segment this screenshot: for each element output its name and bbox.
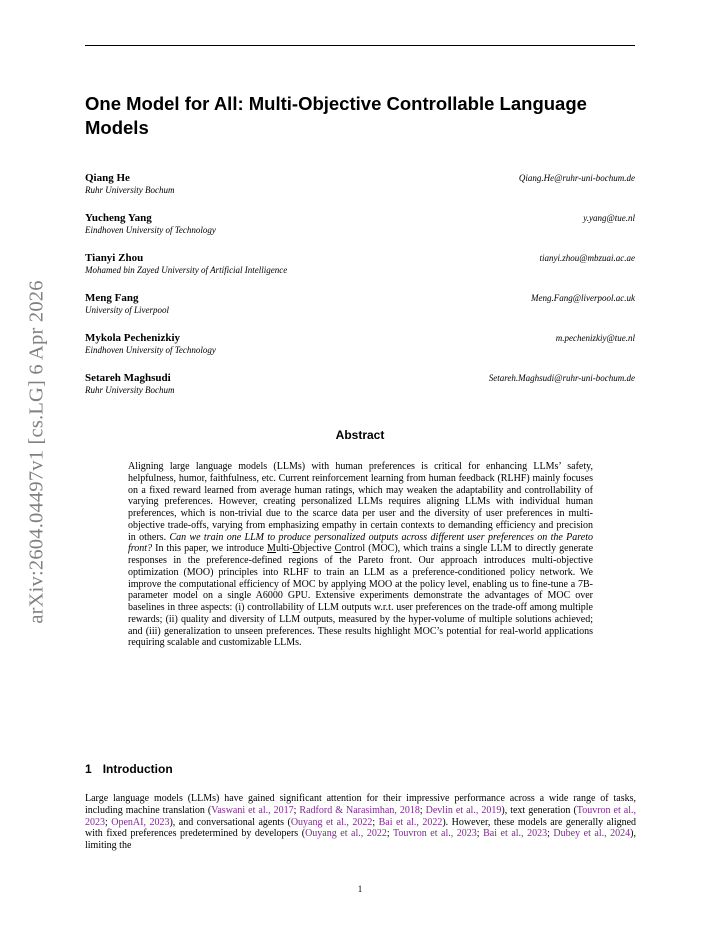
paper-title: One Model for All: Multi-Objective Controllable Language Models	[85, 93, 587, 138]
section-heading	[85, 762, 173, 776]
research-question: Can we train one LLM to produce personalized outputs across different user preferences on the Pareto front?	[128, 531, 594, 555]
abstract-segment: Aligning large language models (LLMs) with human preferences is critical for enhancing LLMs’ safety, helpfulness, humor, faithfulness, etc. Current reinforcement learning from human feedback (RLHF) mainly focuses on a fixed reward learned from average human ratings, which may weaken the adaptability and controllability of varying preferences. However, creating personalized LLMs requires aligning LLMs with individual human preferences, which is non-trivial due to the scarce data per user and the diversity of user preferences in multi-objective trade-offs, varying from emphasizing empathy in certain contexts to demanding efficiency and precision in others.	[128, 461, 593, 543]
acronym-rest: ulti-	[275, 543, 293, 555]
intro-paragraph	[85, 793, 636, 852]
intro-text: ), limiting the	[85, 828, 636, 851]
top-rule	[85, 45, 635, 46]
citation-link[interactable]: OpenAI, 2023	[111, 816, 170, 828]
intro-text: ;	[547, 828, 554, 840]
intro-text: ;	[386, 828, 393, 840]
arxiv-identifier[interactable]: arXiv:2604.04497v1 [cs.LG] 6 Apr 2026	[25, 280, 48, 624]
author-email[interactable]: tianyi.zhou@mbzuai.ac.ae	[539, 253, 635, 263]
intro-text: ;	[476, 828, 484, 840]
citation-link[interactable]: Devlin et al., 2019	[425, 804, 502, 816]
acronym-rest: ontrol	[341, 543, 366, 555]
author-affiliation: Ruhr University Bochum	[85, 185, 175, 195]
author-email[interactable]: y.yang@tue.nl	[583, 213, 635, 223]
author-entry	[85, 252, 635, 292]
author-affiliation: Eindhoven University of Technology	[85, 345, 216, 355]
citation-link[interactable]: Touvron et al., 2023	[392, 828, 477, 840]
intro-text: ;	[372, 816, 379, 828]
citation-link[interactable]: Dubey et al., 2024	[553, 828, 631, 840]
intro-text: ;	[293, 804, 300, 816]
intro-text: ;	[419, 804, 426, 816]
author-email[interactable]: Meng.Fang@liverpool.ac.uk	[530, 293, 635, 303]
author-email[interactable]: Setareh.Maghsudi@ruhr-uni-bochum.de	[488, 373, 635, 383]
author-entry	[85, 332, 635, 372]
author-entry	[85, 212, 635, 252]
author-affiliation: Mohamed bin Zayed University of Artificial Intelligence	[85, 265, 288, 275]
author-affiliation: Ruhr University Bochum	[85, 385, 175, 395]
citation-link[interactable]: Ouyang et al., 2022	[305, 828, 387, 840]
citation-link[interactable]: Bai et al., 2023	[483, 828, 548, 840]
acronym-rest: bjective	[299, 543, 332, 555]
author-name: Meng Fang	[85, 292, 139, 304]
intro-text: ), and conversational agents (	[169, 816, 291, 828]
intro-text: ), text generation (	[501, 804, 577, 816]
abstract-segment: In this paper, we introduce	[155, 543, 264, 555]
author-email[interactable]: m.pechenizkiy@tue.nl	[555, 333, 635, 343]
citation-link[interactable]: Ouyang et al., 2022	[290, 816, 373, 828]
citation-link[interactable]: Radford & Narasimhan, 2018	[299, 804, 420, 816]
author-name: Setareh Maghsudi	[85, 372, 171, 384]
acronym-letter: M	[267, 543, 276, 555]
citation-link[interactable]: Touvron et al., 2023	[85, 804, 636, 828]
section-title: Introduction	[102, 762, 173, 776]
intro-text: ;	[105, 816, 112, 828]
author-name: Qiang He	[85, 172, 130, 184]
author-list	[85, 172, 635, 412]
author-email[interactable]: Qiang.He@ruhr-uni-bochum.de	[518, 173, 635, 183]
author-name: Tianyi Zhou	[85, 252, 144, 264]
arxiv-sidebar	[24, 262, 50, 642]
author-entry	[85, 172, 635, 212]
author-name: Yucheng Yang	[85, 212, 152, 224]
author-entry	[85, 292, 635, 332]
citation-link[interactable]: Bai et al., 2022	[378, 816, 443, 828]
author-affiliation: University of Liverpool	[85, 305, 169, 315]
intro-text: ). However, these models are generally aligned with fixed preferences predetermined by developers (	[85, 816, 637, 840]
author-entry	[85, 372, 635, 412]
intro-text: Large language models (LLMs) have gained significant attention for their impressive performance across a wide range of tasks, including machine translation (	[85, 793, 636, 816]
abstract-text	[128, 461, 593, 649]
section-number: 1	[85, 762, 92, 776]
acronym-letter: O	[292, 543, 300, 555]
abstract-heading: Abstract	[335, 428, 385, 442]
author-affiliation: Eindhoven University of Technology	[85, 225, 216, 235]
citation-link[interactable]: Vaswani et al., 2017	[211, 804, 294, 816]
page-number: 1	[357, 884, 363, 894]
acronym-letter: C	[334, 543, 342, 555]
abstract-segment: (MOC), which trains a single LLM to directly generate responses in the preference-defined regions of the Pareto front. Our approach introduces multi-objective optimization (MOO) principles into RLHF to train an LLM as a preference-conditioned policy network. We improve the computational efficiency of MOC by applying MOO at the policy level, enabling us to fine-tune a 7B-parameter model on a single A6000 GPU. Extensive experiments demonstrate the advantages of MOC over baselines in three aspects: (i) controllability of LLM outputs w.r.t. user preferences on the trade-off among multiple rewards; (ii) quality and diversity of LLM outputs, measured by the hyper-volume of multiple solutions achieved; and (iii) generalization to unseen preferences. These results highlight MOC’s potential for real-world applications requiring scalable and customizable LLMs.	[128, 543, 594, 649]
author-name: Mykola Pechenizkiy	[85, 332, 181, 344]
